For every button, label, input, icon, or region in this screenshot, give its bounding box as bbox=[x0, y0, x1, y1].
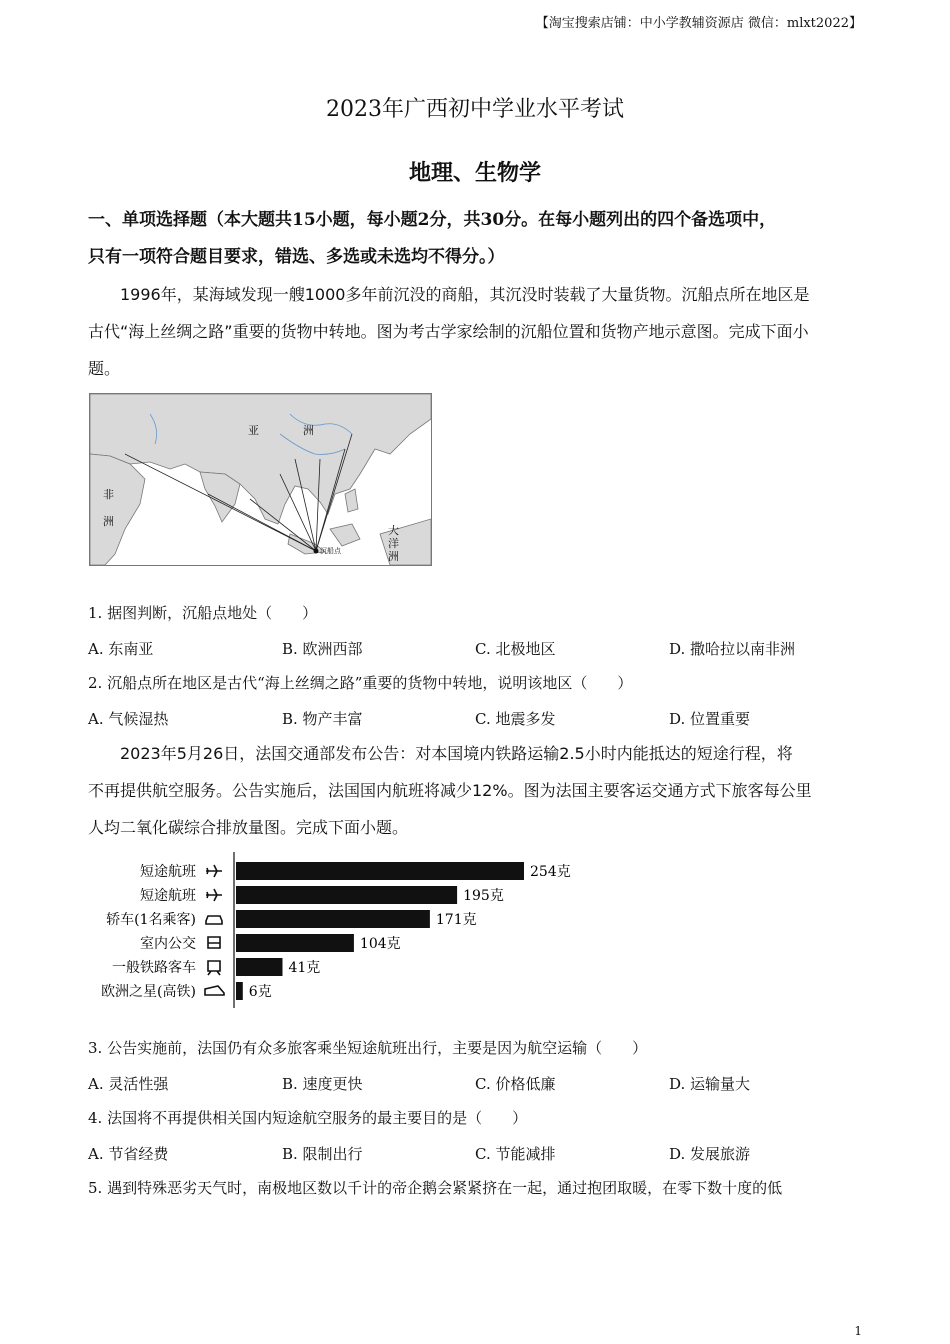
passage-2-line-1: 2023年5月26日，法国交通部发布公告：对本国境内铁路运输2.5小时内能抵达的短途行程，将 bbox=[120, 744, 793, 763]
question-3-option-b[interactable]: B. 速度更快 bbox=[282, 1075, 363, 1093]
chart-value-label: 195克 bbox=[463, 888, 504, 904]
chart-category-label: 室内公交 bbox=[140, 936, 196, 952]
map-label-oceania-3: 洲 bbox=[388, 550, 399, 563]
train-icon bbox=[208, 961, 220, 975]
section-line-2: 只有一项符合题目要求，错选、多选或未选均不得分。） bbox=[88, 247, 505, 267]
map-label-africa-2: 洲 bbox=[103, 515, 114, 528]
map-label-africa-1: 非 bbox=[103, 488, 114, 501]
airplane-icon bbox=[206, 865, 222, 877]
question-5-stem: 5. 遇到特殊恶劣天气时，南极地区数以千计的帝企鹅会紧紧挤在一起，通过抱团取暖，在零下数十度的低 bbox=[88, 1179, 783, 1197]
bus-icon bbox=[208, 937, 220, 948]
chart-bar bbox=[236, 934, 354, 952]
question-1-option-a[interactable]: A. 东南亚 bbox=[88, 640, 154, 658]
question-3-option-c[interactable]: C. 价格低廉 bbox=[475, 1075, 556, 1093]
question-4-option-a[interactable]: A. 节省经费 bbox=[88, 1145, 169, 1163]
shipwreck-map bbox=[89, 393, 432, 566]
chart-value-label: 171克 bbox=[435, 912, 477, 928]
high-speed-train-icon bbox=[205, 986, 224, 995]
question-1-option-d[interactable]: D. 撒哈拉以南非洲 bbox=[669, 640, 796, 658]
map-label-wreck: 沉船点 bbox=[320, 547, 341, 555]
chart-svg bbox=[88, 852, 588, 1012]
question-4-option-b[interactable]: B. 限制出行 bbox=[282, 1145, 363, 1163]
question-3-option-d[interactable]: D. 运输量大 bbox=[669, 1075, 751, 1093]
question-4-option-c[interactable]: C. 节能减排 bbox=[475, 1145, 556, 1163]
chart-value-label: 104克 bbox=[359, 936, 401, 952]
chart-category-label: 短途航班 bbox=[140, 864, 196, 880]
question-2-stem: 2. 沉船点所在地区是古代“海上丝绸之路”重要的货物中转地，说明该地区（ ） bbox=[88, 674, 633, 692]
map-label-oceania-1: 大 bbox=[388, 524, 399, 537]
question-2-option-b[interactable]: B. 物产丰富 bbox=[282, 710, 363, 728]
chart-value-label: 41克 bbox=[288, 960, 321, 976]
section-line-1: 一、单项选择题（本大题共15小题，每小题2分，共30分。在每小题列出的四个备选项中， bbox=[88, 210, 777, 230]
chart-category-label: 欧洲之星(高铁) bbox=[101, 984, 196, 1000]
map-drawing bbox=[90, 394, 431, 565]
question-1-option-b[interactable]: B. 欧洲西部 bbox=[282, 640, 363, 658]
chart-category-label: 短途航班 bbox=[140, 888, 196, 904]
chart-value-label: 6克 bbox=[248, 984, 272, 1000]
passage-2-line-3: 人均二氧化碳综合排放量图。完成下面小题。 bbox=[88, 818, 409, 837]
chart-category-label: 一般铁路客车 bbox=[112, 960, 196, 976]
question-2-option-a[interactable]: A. 气候湿热 bbox=[88, 710, 169, 728]
co2-emission-chart bbox=[88, 852, 588, 1012]
chart-bar bbox=[236, 982, 243, 1000]
question-3-stem: 3. 公告实施前，法国仍有众多旅客乘坐短途航班出行，主要是因为航空运输（ ） bbox=[88, 1039, 648, 1057]
chart-bar bbox=[236, 886, 457, 904]
chart-bar bbox=[236, 958, 282, 976]
car-icon bbox=[206, 916, 222, 924]
passage-2 bbox=[88, 735, 863, 846]
map-label-oceania-2: 洋 bbox=[388, 537, 399, 550]
question-2-option-c[interactable]: C. 地震多发 bbox=[475, 710, 556, 728]
question-1-option-c[interactable]: C. 北极地区 bbox=[475, 640, 556, 658]
chart-category-label: 轿车(1名乘客) bbox=[106, 912, 196, 928]
question-2-option-d[interactable]: D. 位置重要 bbox=[669, 710, 751, 728]
question-1-stem: 1. 据图判断，沉船点地处（ ） bbox=[88, 604, 318, 622]
header-note: 【淘宝搜索店铺：中小学教辅资源店 微信：mlxt2022】 bbox=[535, 16, 862, 31]
question-3-option-a[interactable]: A. 灵活性强 bbox=[88, 1075, 169, 1093]
passage-1-line-2: 古代“海上丝绸之路”重要的货物中转地。图为考古学家绘制的沉船位置和货物产地示意图。完成下面小 bbox=[88, 322, 809, 341]
map-label-asia-1: 亚 bbox=[248, 424, 259, 437]
chart-bar bbox=[236, 910, 430, 928]
question-4-option-d[interactable]: D. 发展旅游 bbox=[669, 1145, 751, 1163]
passage-1-line-1: 1996年，某海域发现一艘1000多年前沉没的商船，其沉没时装载了大量货物。沉船点所在地区是 bbox=[120, 285, 810, 304]
passage-1-line-3: 题。 bbox=[88, 359, 121, 378]
airplane-icon bbox=[206, 889, 222, 901]
page-number: 1 bbox=[854, 1324, 862, 1338]
passage-2-line-2: 不再提供航空服务。公告实施后，法国国内航班将减少12%。图为法国主要客运交通方式下旅客每公里 bbox=[88, 781, 812, 800]
chart-value-label: 254克 bbox=[530, 864, 571, 880]
section-instruction bbox=[88, 202, 863, 276]
exam-subtitle: 地理、生物学 bbox=[408, 160, 541, 186]
question-4-stem: 4. 法国将不再提供相关国内短途航空服务的最主要目的是（ ） bbox=[88, 1109, 528, 1127]
exam-title: 2023年广西初中学业水平考试 bbox=[326, 97, 624, 122]
map-label-asia-2: 洲 bbox=[303, 424, 314, 437]
passage-1 bbox=[88, 276, 863, 387]
chart-bar bbox=[236, 862, 524, 880]
